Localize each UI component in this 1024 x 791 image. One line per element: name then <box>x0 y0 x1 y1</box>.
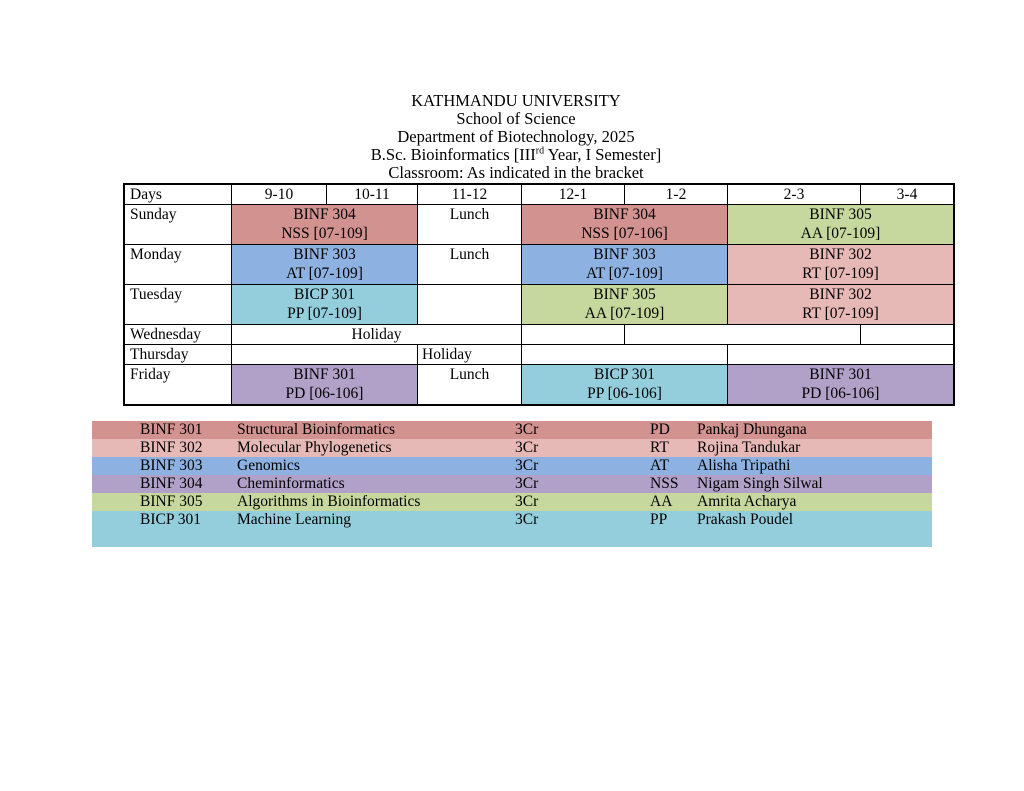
column-header-2-3: 2-3 <box>728 184 861 205</box>
cell-line: Lunch <box>449 246 490 263</box>
cell-line: Lunch <box>449 366 490 383</box>
instructor-initials: RT <box>650 439 669 456</box>
course-credits: 3Cr <box>515 457 539 474</box>
course-legend <box>92 421 932 547</box>
session-cell-binf-301 <box>232 365 418 405</box>
cell-line: Lunch <box>449 206 490 223</box>
session-cell-holiday <box>418 345 522 365</box>
instructor-initials: PP <box>650 511 668 528</box>
empty-cell <box>861 325 955 345</box>
instructor-initials: NSS <box>650 475 679 492</box>
cell-line: AT [07-109] <box>286 265 363 282</box>
cell-line: PP [07-109] <box>287 305 362 322</box>
department-line: Department of Biotechnology, 2025 <box>397 127 635 146</box>
timetable-row-friday <box>124 365 954 405</box>
program-line-suffix: Year, I Semester] <box>544 145 662 164</box>
session-cell-lunch <box>418 365 522 405</box>
day-label-wednesday: Wednesday <box>124 325 232 345</box>
cell-line: BINF 303 <box>593 246 656 263</box>
legend-row-binf-305 <box>92 493 932 511</box>
session-cell-binf-302 <box>728 245 955 285</box>
cell-line: BICP 301 <box>293 286 355 303</box>
instructor-name: Pankaj Dhungana <box>697 421 807 438</box>
instructor-name: Alisha Tripathi <box>697 457 791 474</box>
session-cell-lunch <box>418 245 522 285</box>
column-header-3-4: 3-4 <box>861 184 955 205</box>
day-label-tuesday: Tuesday <box>124 285 232 325</box>
session-cell-bicp-301 <box>522 365 728 405</box>
timetable-row-wednesday <box>124 325 954 345</box>
timetable-row-sunday <box>124 205 954 245</box>
timetable-header-row <box>124 184 954 205</box>
cell-line: BINF 305 <box>809 206 872 223</box>
program-line <box>0 146 1024 164</box>
course-code: BINF 302 <box>140 439 203 456</box>
document-header <box>0 92 1024 182</box>
empty-cell <box>522 325 625 345</box>
session-cell-binf-305 <box>522 285 728 325</box>
timetable-head <box>124 184 954 205</box>
cell-line: Holiday <box>422 346 472 363</box>
cell-line: BINF 301 <box>809 366 872 383</box>
empty-cell <box>522 345 728 365</box>
classroom-note: Classroom: As indicated in the bracket <box>388 163 644 182</box>
program-line-superscript: rd <box>535 145 545 157</box>
legend-row-bicp-301 <box>92 511 932 547</box>
session-cell-bicp-301 <box>232 285 418 325</box>
day-label-sunday: Sunday <box>124 205 232 245</box>
empty-cell <box>418 285 522 325</box>
column-header-9-10: 9-10 <box>232 184 327 205</box>
session-cell-lunch <box>418 205 522 245</box>
legend-row-binf-304 <box>92 475 932 493</box>
cell-line: Holiday <box>351 326 402 343</box>
session-cell-holiday <box>232 325 522 345</box>
program-line-prefix: B.Sc. Bioinformatics [III <box>370 145 536 164</box>
cell-line: BINF 302 <box>809 286 872 303</box>
cell-line: AA [07-109] <box>800 225 881 242</box>
session-cell-binf-303 <box>232 245 418 285</box>
course-title: Structural Bioinformatics <box>237 421 395 438</box>
timetable <box>123 183 955 406</box>
cell-line: RT [07-109] <box>802 265 879 282</box>
cell-line: AT [07-109] <box>586 265 663 282</box>
legend-row-binf-301 <box>92 421 932 439</box>
cell-line: NSS [07-109] <box>281 225 368 242</box>
instructor-name: Prakash Poudel <box>697 511 794 528</box>
cell-line: BICP 301 <box>593 366 655 383</box>
session-cell-binf-302 <box>728 285 955 325</box>
course-title: Machine Learning <box>237 511 352 528</box>
course-title: Genomics <box>237 457 300 474</box>
legend-row-binf-303 <box>92 457 932 475</box>
course-credits: 3Cr <box>515 493 539 510</box>
timetable-body <box>124 205 954 405</box>
cell-line: BINF 303 <box>293 246 356 263</box>
cell-line: BINF 305 <box>593 286 656 303</box>
session-cell-binf-305 <box>728 205 955 245</box>
column-header-12-1: 12-1 <box>522 184 625 205</box>
school-name: School of Science <box>456 109 576 128</box>
cell-line: RT [07-109] <box>802 305 879 322</box>
day-label-thursday: Thursday <box>124 345 232 365</box>
column-header-1-2: 1-2 <box>625 184 728 205</box>
instructor-name: Nigam Singh Silwal <box>697 475 823 492</box>
session-cell-binf-304 <box>522 205 728 245</box>
day-label-friday: Friday <box>124 365 232 405</box>
cell-line: BINF 301 <box>293 366 356 383</box>
cell-line: BINF 304 <box>293 206 356 223</box>
instructor-name: Amrita Acharya <box>697 493 797 510</box>
instructor-initials: PD <box>650 421 670 438</box>
session-cell-binf-301 <box>728 365 955 405</box>
cell-line: PP [06-106] <box>587 385 662 402</box>
session-cell-binf-303 <box>522 245 728 285</box>
legend-row-binf-302 <box>92 439 932 457</box>
timetable-row-tuesday <box>124 285 954 325</box>
cell-line: BINF 304 <box>593 206 656 223</box>
cell-line: PD [06-106] <box>801 385 880 402</box>
course-code: BINF 301 <box>140 421 203 438</box>
instructor-initials: AA <box>650 493 673 510</box>
course-code: BINF 303 <box>140 457 203 474</box>
empty-cell <box>728 345 955 365</box>
university-name: KATHMANDU UNIVERSITY <box>411 91 621 110</box>
course-title: Algorithms in Bioinformatics <box>237 493 421 510</box>
course-code: BINF 305 <box>140 493 203 510</box>
column-header-11-12: 11-12 <box>418 184 522 205</box>
session-cell-binf-304 <box>232 205 418 245</box>
course-title: Cheminformatics <box>237 475 345 492</box>
cell-line: PD [06-106] <box>285 385 364 402</box>
cell-line: AA [07-109] <box>584 305 665 322</box>
empty-cell <box>232 345 418 365</box>
day-label-monday: Monday <box>124 245 232 285</box>
course-code: BICP 301 <box>140 511 202 528</box>
cell-line: BINF 302 <box>809 246 872 263</box>
course-credits: 3Cr <box>515 421 539 438</box>
instructor-name: Rojina Tandukar <box>697 439 801 456</box>
column-header-days: Days <box>124 184 232 205</box>
course-credits: 3Cr <box>515 475 539 492</box>
course-title: Molecular Phylogenetics <box>237 439 392 456</box>
empty-cell <box>625 325 861 345</box>
column-header-10-11: 10-11 <box>327 184 418 205</box>
course-credits: 3Cr <box>515 439 539 456</box>
timetable-row-thursday <box>124 345 954 365</box>
cell-line: NSS [07-106] <box>581 225 668 242</box>
instructor-initials: AT <box>650 457 669 474</box>
course-code: BINF 304 <box>140 475 203 492</box>
timetable-row-monday <box>124 245 954 285</box>
course-credits: 3Cr <box>515 511 539 528</box>
